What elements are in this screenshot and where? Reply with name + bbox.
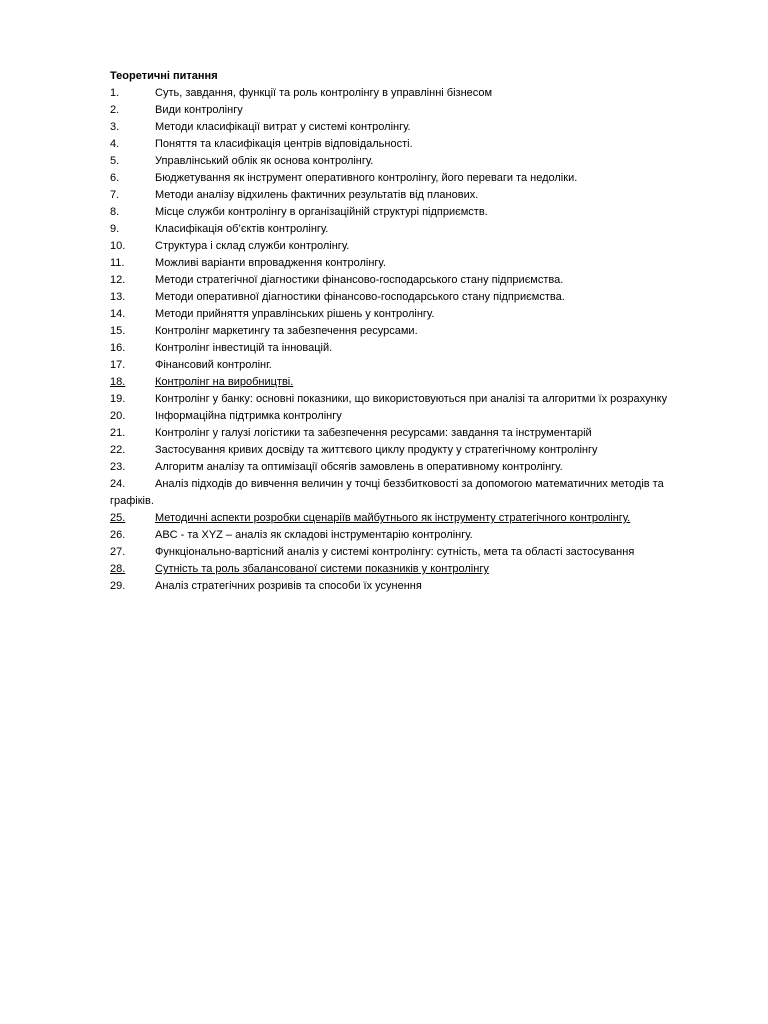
item-number: 20. [110,410,126,422]
list-item [110,136,720,153]
item-number: 15. [110,325,126,337]
item-number: 28. [110,563,126,575]
list-item [110,578,720,595]
list-item [110,425,720,442]
list-item-multiline [110,476,720,510]
question-list [110,68,720,595]
list-item [110,544,720,561]
item-number: 19. [110,393,126,405]
item-text: Бюджетування як інструмент оперативного контролінгу, його переваги та недоліки. [155,172,578,184]
item-number: 5. [110,155,120,167]
item-number: 7. [110,189,120,201]
item-number: 8. [110,206,120,218]
item-number: 13. [110,291,126,303]
list-item [110,340,720,357]
item-text: Контролінг маркетингу та забезпечення ресурсами. [155,325,418,337]
list-item [110,289,720,306]
item-number: 17. [110,359,126,371]
item-text: Методи класифікації витрат у системі контролінгу. [155,121,411,133]
item-text: Види контролінгу [155,104,243,116]
list-item [110,221,720,238]
list-item-underlined [110,510,720,527]
item-number: 12. [110,274,126,286]
item-text: Суть, завдання, функції та роль контролінгу в управлінні бізнесом [155,87,493,99]
list-item [110,357,720,374]
list-item-underlined [110,561,720,578]
item-number: 6. [110,172,120,184]
list-item-underlined [110,374,720,391]
item-text: ABC - та XYZ – аналіз як складові інструментарію контролінгу. [155,529,473,541]
list-item [110,102,720,119]
item-number: 14. [110,308,126,320]
item-text: Методи прийняття управлінських рішень у контролінгу. [155,308,435,320]
list-item [110,459,720,476]
item-text: Сутність та роль збалансованої системи показників у контролінгу [155,563,489,575]
list-item [110,119,720,136]
item-number: 26. [110,529,126,541]
list-item [110,442,720,459]
list-item [110,527,720,544]
item-number: 21. [110,427,126,439]
list-item [110,408,720,425]
item-number: 16. [110,342,126,354]
list-item [110,153,720,170]
list-heading: Теоретичні питання [110,70,218,82]
list-item [110,204,720,221]
item-text: Поняття та класифікація центрів відповідальності. [155,138,413,150]
list-item [110,238,720,255]
item-text: Методи аналізу відхилень фактичних результатів від планових. [155,189,479,201]
item-text: Контролінг інвестицій та інновацій. [155,342,333,354]
item-text: Методичні аспекти розробки сценаріїв майбутнього як інструменту стратегічного контролінгу. [155,512,631,524]
item-number: 24. [110,478,126,490]
item-text: Структура і склад служби контролінгу. [155,240,350,252]
item-text: Контролінг на виробництві. [155,376,294,388]
item-number: 2. [110,104,120,116]
item-text: Фінансовий контролінг. [155,359,272,371]
item-text: Застосування кривих досвіду та життєвого циклу продукту у стратегічному контролінгу [155,444,598,456]
item-number: 22. [110,444,126,456]
item-text: Можливі варіанти впровадження контролінгу. [155,257,386,269]
item-number: 10. [110,240,126,252]
item-text: Алгоритм аналізу та оптимізації обсягів замовлень в оперативному контролінгу. [155,461,563,473]
list-item [110,391,720,408]
list-item [110,187,720,204]
list-item [110,170,720,187]
item-number: 4. [110,138,120,150]
item-number: 23. [110,461,126,473]
item-number: 25. [110,512,126,524]
list-item [110,255,720,272]
item-number: 29. [110,580,126,592]
item-number: 1. [110,87,120,99]
list-item [110,272,720,289]
item-text: Аналіз підходів до вивчення величин у точці беззбитковості за допомогою математичних методів та [155,478,664,490]
item-number: 18. [110,376,126,388]
list-item [110,306,720,323]
item-number: 11. [110,257,125,269]
item-text-continuation: графіків. [110,495,154,507]
item-number: 3. [110,121,120,133]
list-item [110,323,720,340]
item-text: Методи оперативної діагностики фінансово-господарського стану підприємства. [155,291,565,303]
item-text: Контролінг у галузі логістики та забезпечення ресурсами: завдання та інструментарій [155,427,592,439]
item-text: Функціонально-вартісний аналіз у системі контролінгу: сутність, мета та області застосування [155,546,635,558]
item-number: 9. [110,223,120,235]
item-text: Методи стратегічної діагностики фінансово-господарського стану підприємства. [155,274,564,286]
item-text: Контролінг у банку: основні показники, що використовуються при аналізі та алгоритми їх розрахунку [155,393,668,405]
item-text: Інформаційна підтримка контролінгу [155,410,342,422]
item-text: Аналіз стратегічних розривів та способи їх усунення [155,580,422,592]
item-text: Місце служби контролінгу в організаційній структурі підприємств. [155,206,488,218]
item-number: 27. [110,546,126,558]
item-text: Управлінський облік як основа контролінгу. [155,155,374,167]
item-text: Класифікація об’єктів контролінгу. [155,223,329,235]
list-item [110,85,720,102]
